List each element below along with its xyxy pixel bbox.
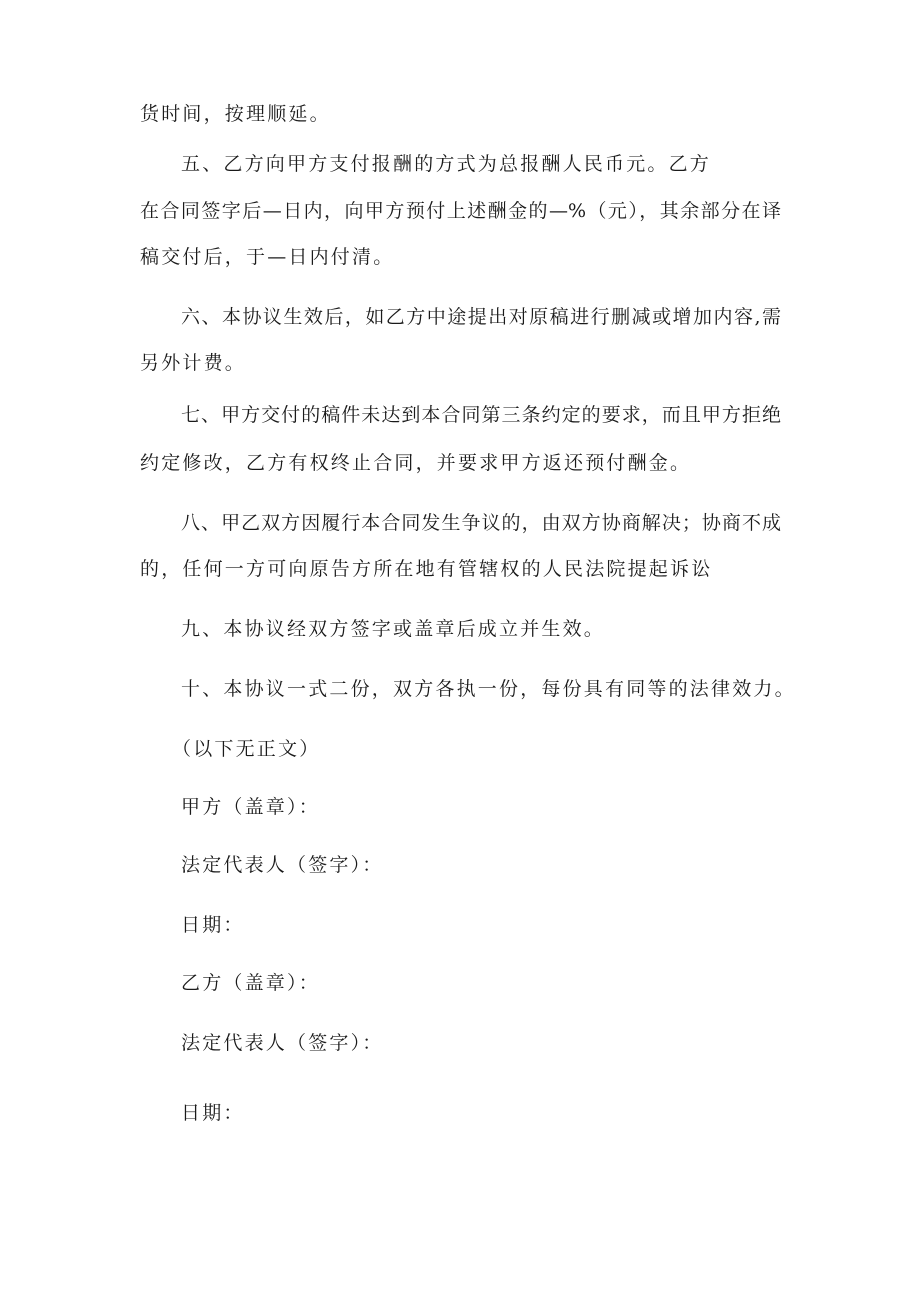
clause-5-line: 五、乙方向甲方支付报酬的方式为总报酬人民币元。乙方 (181, 153, 712, 175)
clause-7-line: 七、甲方交付的稿件未达到本合同第三条约定的要求，而且甲方拒绝 (181, 404, 781, 426)
party-a-seal-label: 甲方（盖章）： (181, 796, 320, 818)
clause-8-line: 八、甲乙双方因履行本合同发生争议的，由双方协商解决；协商不成 (181, 512, 781, 534)
party-b-seal-label: 乙方（盖章）： (181, 972, 320, 994)
party-b-representative-label: 法定代表人（签字）： (181, 1032, 384, 1054)
party-a-representative-label: 法定代表人（签字）： (181, 854, 384, 876)
text-line: 在合同签字后—日内，向甲方预付上述酬金的—%（元），其余部分在译 (140, 200, 781, 222)
text-line: 货时间，按理顺延。 (140, 103, 331, 125)
text-line: 约定修改，乙方有权终止合同，并要求甲方返还预付酬金。 (140, 452, 692, 474)
clause-6-line: 六、本协议生效后，如乙方中途提出对原稿进行删减或增加内容,需 (181, 306, 781, 328)
text-line: 稿交付后，于—日内付清。 (140, 246, 395, 268)
end-note: （以下无正文） (172, 738, 321, 760)
party-b-date-label: 日期： (181, 1102, 245, 1124)
text-line: 另外计费。 (140, 352, 247, 374)
party-a-date-label: 日期： (181, 914, 245, 936)
clause-9-line: 九、本协议经双方签字或盖章后成立并生效。 (181, 618, 606, 640)
clause-10-line: 十、本协议一式二份，双方各执一份，每份具有同等的法律效力。 (181, 678, 796, 700)
text-line: 的，任何一方可向原告方所在地有管辖权的人民法院提起诉讼 (140, 558, 713, 580)
